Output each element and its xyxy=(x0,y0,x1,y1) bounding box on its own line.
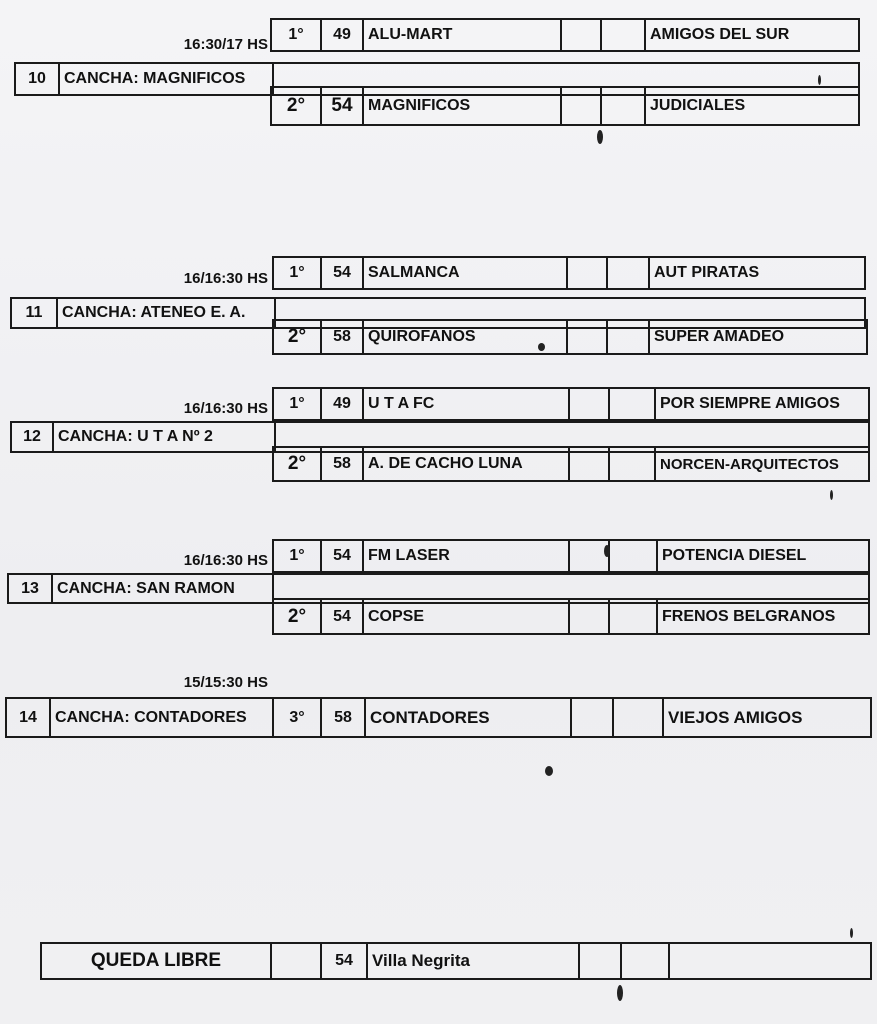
division-cell: 2° xyxy=(287,605,307,627)
empty-cell xyxy=(668,944,870,978)
empty-cell xyxy=(608,389,654,419)
match-row xyxy=(5,697,872,738)
empty-cell xyxy=(570,699,612,736)
division-cell: 1° xyxy=(289,264,305,281)
team2-cell: NORCEN-ARQUITECTOS xyxy=(654,448,868,480)
ink-speck xyxy=(818,75,821,85)
empty-cell xyxy=(606,321,648,353)
category-cell: 54 xyxy=(320,944,366,978)
empty-cell xyxy=(600,20,644,50)
division-cell: 1° xyxy=(288,26,304,43)
empty-cell xyxy=(578,944,620,978)
ink-speck xyxy=(850,928,853,938)
team1-cell: COPSE xyxy=(362,600,568,633)
team1-cell: SALMANCA xyxy=(362,258,566,288)
team1-cell: CONTADORES xyxy=(364,699,570,736)
category-cell: 49 xyxy=(320,20,362,50)
match-row xyxy=(272,256,866,290)
team1-cell: QUIROFANOS xyxy=(362,321,566,353)
category-cell: 58 xyxy=(320,448,362,480)
category-cell: 54 xyxy=(320,88,362,124)
field-name: CANCHA: ATENEO E. A. xyxy=(56,299,274,327)
team2-cell: VIEJOS AMIGOS xyxy=(662,699,870,736)
match-time: 16:30/17 HS xyxy=(183,36,268,53)
bye-team: Villa Negrita xyxy=(366,944,578,978)
team2-cell: FRENOS BELGRANOS xyxy=(656,600,868,633)
empty-cell xyxy=(568,448,608,480)
ink-speck xyxy=(830,490,833,500)
field-name: CANCHA: CONTADORES xyxy=(49,699,272,736)
category-cell: 54 xyxy=(320,258,362,288)
empty-cell xyxy=(568,600,608,633)
team1-cell: U T A FC xyxy=(362,389,568,419)
division-cell: 1° xyxy=(289,547,305,564)
empty-cell xyxy=(608,448,654,480)
empty-cell xyxy=(612,699,662,736)
ink-speck xyxy=(538,343,545,351)
bye-label: QUEDA LIBRE xyxy=(90,950,222,971)
match-number: 12 xyxy=(23,428,41,445)
match-number: 11 xyxy=(25,304,43,321)
category-cell: 54 xyxy=(320,541,362,571)
match-row xyxy=(270,86,860,126)
category-cell: 58 xyxy=(320,699,364,736)
team2-cell: AUT PIRATAS xyxy=(648,258,864,288)
division-cell: 3° xyxy=(272,699,320,736)
division-cell: 1° xyxy=(289,395,305,412)
empty-cell xyxy=(566,321,606,353)
match-time: 15/15:30 HS xyxy=(183,674,268,691)
ink-speck xyxy=(545,766,553,776)
team2-cell: POR SIEMPRE AMIGOS xyxy=(654,389,868,419)
match-time: 16/16:30 HS xyxy=(183,552,268,569)
ink-speck xyxy=(597,130,603,144)
empty-cell xyxy=(560,88,600,124)
field-name: CANCHA: SAN RAMON xyxy=(51,575,272,602)
team1-cell: FM LASER xyxy=(362,541,568,571)
match-row xyxy=(272,446,870,482)
empty-cell xyxy=(270,944,320,978)
team1-cell: ALU-MART xyxy=(362,20,560,50)
team1-cell: MAGNIFICOS xyxy=(362,88,560,124)
team2-cell: POTENCIA DIESEL xyxy=(656,541,868,571)
team1-cell: A. DE CACHO LUNA xyxy=(362,448,568,480)
empty-cell xyxy=(568,541,608,571)
empty-cell xyxy=(568,389,608,419)
ink-speck xyxy=(617,985,623,1001)
match-row xyxy=(272,539,870,573)
empty-cell xyxy=(606,258,648,288)
category-cell: 54 xyxy=(320,600,362,633)
empty-cell xyxy=(560,20,600,50)
match-time: 16/16:30 HS xyxy=(183,270,268,287)
match-time: 16/16:30 HS xyxy=(183,400,268,417)
match-row xyxy=(272,598,870,635)
match-row xyxy=(270,18,860,52)
empty-cell xyxy=(620,944,668,978)
match-number: 10 xyxy=(28,70,46,87)
empty-cell xyxy=(608,600,656,633)
match-number: 14 xyxy=(19,708,37,726)
empty-cell xyxy=(566,258,606,288)
match-number: 13 xyxy=(21,579,39,597)
field-name: CANCHA: MAGNIFICOS xyxy=(58,64,272,94)
match-row xyxy=(272,319,868,355)
division-cell: 2° xyxy=(286,95,306,116)
category-cell: 49 xyxy=(320,389,362,419)
category-cell: 58 xyxy=(320,321,362,353)
team2-cell: JUDICIALES xyxy=(644,88,858,124)
match-row xyxy=(272,387,870,421)
empty-cell xyxy=(608,541,656,571)
team2-cell: SUPER AMADEO xyxy=(648,321,866,353)
empty-cell xyxy=(600,88,644,124)
field-name: CANCHA: U T A Nº 2 xyxy=(52,423,274,451)
team2-cell: AMIGOS DEL SUR xyxy=(644,20,858,50)
division-cell: 2° xyxy=(287,453,307,474)
division-cell: 2° xyxy=(287,326,307,347)
ink-speck xyxy=(604,545,610,557)
bye-row xyxy=(40,942,872,980)
